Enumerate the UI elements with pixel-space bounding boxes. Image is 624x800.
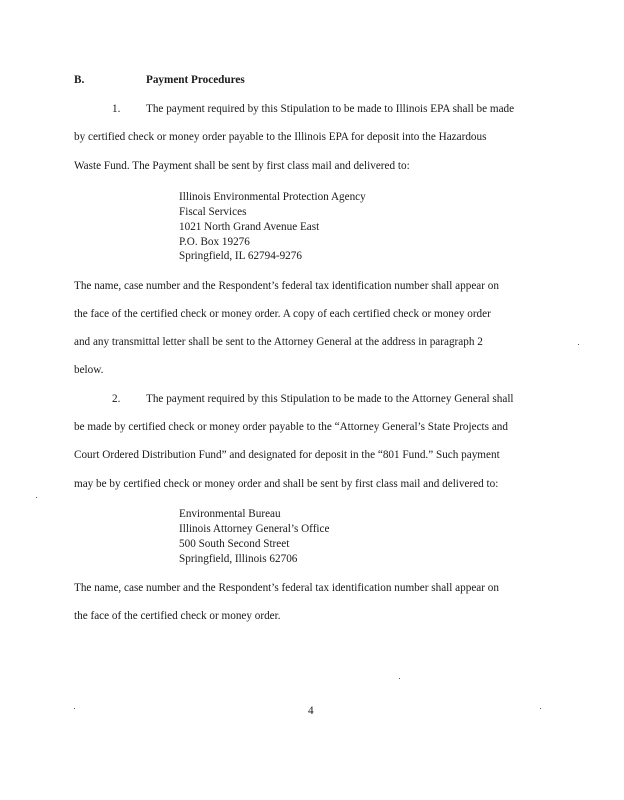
- para1b-line: below.: [74, 364, 104, 376]
- para2-number: 2.: [112, 393, 121, 405]
- address2-line: Springfield, Illinois 62706: [179, 553, 298, 565]
- scan-speck: [399, 678, 400, 679]
- para1b-line: The name, case number and the Respondent’s federal tax identification number shall appear on: [74, 280, 499, 292]
- address1-line: Springfield, IL 62794-9276: [179, 250, 302, 262]
- para2-line: may be by certified check or money order and shall be sent by first class mail and delivered to:: [74, 478, 499, 490]
- para1b-line: and any transmittal letter shall be sent to the Attorney General at the address in paragraph 2: [74, 336, 483, 348]
- para2b-line: the face of the certified check or money order.: [74, 610, 281, 622]
- scan-speck: [540, 708, 541, 709]
- scan-speck: [74, 708, 75, 709]
- para1-line: Waste Fund. The Payment shall be sent by first class mail and delivered to:: [74, 160, 410, 172]
- address1-line: Fiscal Services: [179, 206, 247, 218]
- address1-line: P.O. Box 19276: [179, 236, 250, 248]
- page-number: 4: [308, 705, 314, 717]
- section-title: Payment Procedures: [146, 74, 245, 86]
- address2-line: 500 South Second Street: [179, 538, 290, 550]
- address1-line: 1021 North Grand Avenue East: [179, 221, 320, 233]
- para2-line: be made by certified check or money order payable to the “Attorney General’s State Projects and: [74, 421, 508, 433]
- section-letter: B.: [74, 74, 85, 86]
- para1-line: by certified check or money order payable to the Illinois EPA for deposit into the Hazardous: [74, 131, 487, 143]
- para2b-line: The name, case number and the Respondent’s federal tax identification number shall appear on: [74, 582, 499, 594]
- para2-line: Court Ordered Distribution Fund” and designated for deposit in the “801 Fund.” Such payment: [74, 449, 500, 461]
- para1b-line: the face of the certified check or money order. A copy of each certified check or money order: [74, 308, 491, 320]
- address1-line: Illinois Environmental Protection Agency: [179, 191, 366, 203]
- scan-speck: [578, 344, 579, 345]
- address2-line: Environmental Bureau: [179, 508, 281, 520]
- address2-line: Illinois Attorney General’s Office: [179, 523, 330, 535]
- para1-number: 1.: [112, 103, 121, 115]
- para1-line: The payment required by this Stipulation to be made to Illinois EPA shall be made: [146, 103, 515, 115]
- scan-speck: [36, 497, 37, 498]
- para2-line: The payment required by this Stipulation to be made to the Attorney General shall: [146, 393, 514, 405]
